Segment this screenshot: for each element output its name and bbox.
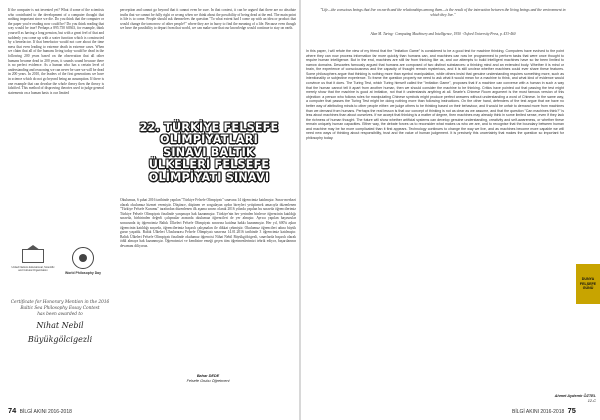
epigraph-quote: "Life—the conscious beings that live on earth and the relationships among them—is the result of the interaction between the living beings and the environment in which they live." — [320, 8, 566, 17]
left-article-column-3: Okulumuz, 6 şubat 2016 tarihinde yapılan "Türkiye Felsefe Olimpiyatı" sınavına 14 öğrencimiz katılmıştır. Sınav merkezi olarak okulumuz hizmet vermiştir. Düşünce, düşünen ve sorgulayan aydın bireyleri yetiştirmek amacıyla düzenlenen "Türkiye Felsefe Kurumu" tarafından düzenlenen ilk aşama sınavı olarak 2016 yılında yapılan bu sınavda öğrencilerimiz Türkiye Felsefe Olimpiyatı finalinde yarışmaya hak kazanmıştır. Türkiye'nin her yerinden binlerce öğrencinin katıldığı sınavda, birbirinden değerli çalışmalar arasında okulumuz öğrencileri de yer almıştır. Ayrıca yapılan başvurular sonucunda üç öğrencimiz Baltık Ülkeleri Felsefe Olimpiyatı sınavına katılma hakkı kazanmıştır. Her yıl, 600'ü aşkın öğrencinin katıldığı sınavda, öğrencilerimiz başarılı çalışmaları ile dikkat çekmiştir. Okulumuz öğrencileri adına büyük gurur yaşadık. Baltık Ülkeleri Uluslararası Felsefe Olimpiyatı sınavına 14.01.2016 tarihinde 3 öğrencimiz katılmıştır. Baltık Ülkeleri Felsefe Olimpiyatı finalinde okulumuz öğrencisi Nihat Nebil Büyükgölcigezli, sınavlarda başarılı olarak ödül almaya hak kazanmıştır. Öğrencimizi ve kendisine emeği geçen tüm öğretmenlerimizi tebrik ediyor, başarılarının devamını diliyoruz. — [120, 198, 296, 248]
right-signature-name: Ahmet Aydemir ÖZTEL — [554, 394, 596, 398]
headline-box — [139, 120, 279, 194]
side-tab-label: DUNYA FELSEFE GÜNÜ — [579, 277, 597, 291]
headline-title: 22. TÜRKİYE FELSEFE OLİMPİYATLARI SINAVI BALTIK ÜLKELERİ FELSEFE OLİMPİYATI SINAVI — [139, 121, 279, 184]
certificate — [8, 300, 112, 370]
right-signature — [512, 394, 596, 404]
left-signature-name: Bahar DEDE — [196, 374, 220, 378]
certificate-line-3: has been awarded to — [37, 312, 83, 318]
left-footer-publication: BİLGİ AKINI 2016-2018 — [19, 409, 72, 415]
left-page-number: 74 — [8, 406, 17, 415]
right-article-body: In this paper, I will refute the view of my friend that the "Imitation Game" is considered to be a good test for machine thinking. Computers have evolved to the point where they can now process information far more quickly than humans can, and machines can now be programmed to perform tasks that were once thought to require human intelligence. But in the end, machines are still far from thinking like us, and our attempts to build intelligent machines have so far been limited to narrow domains. Descartes famously argued that humans are composed of two distinct substances: a thinking mind and an extended body. Whether it is mind or brain, the experience of consciousness and the capacity of thought remain mysterious, and it is still unclear whether machines could ever share these features. Some philosophers argue that thinking is nothing more than symbol manipulation, while others insist that genuine understanding requires something more, such as intentionality or subjective experience. To frame the question properly we need to ask what it would mean for a machine to think, and what kind of evidence would convince us that it does. The Turing Test, which Turing himself called the "Imitation Game", proposes that if a machine can converse with a human in such a way that the human cannot tell it apart from another human, then we should consider the machine to be thinking. Critics have pointed out that passing the test might merely show that the machine is good at imitation, not that it understands anything at all. Searle's Chinese Room argument is the most famous version of this objection: a person who follows rules for manipulating Chinese symbols might produce perfect answers without understanding a word of Chinese. In the same way, a computer that passes the Turing Test might be doing nothing more than following instructions. On the other hand, defenders of the test argue that we have no better way of attributing minds to other people either: we judge others to be thinking based on their behaviour, and it would be unfair to demand more from machines than we demand from humans. Perhaps the real lesson is that our concept of thinking is not as clear as we assume, and that the question "Can machines think?" is less about machines than about ourselves. If we accept that thinking is a matter of degree, then machines may already think in some limited sense, even if they lack the richness of human thought. The future will show whether artificial systems can develop genuine understanding, creativity and self-awareness, or whether these remain uniquely human capacities. Either way, the debate forces us to reconsider what makes us who we are, and to recognise that the boundary between human and machine may be far more complicated than it first appears. Technology continues to change the way we live, and as machines become more capable we will need new ways of thinking about responsibility, trust and the value of human judgement. It is precisely this uncertainty that makes the question so important for philosophy today. — [306, 49, 564, 140]
right-page-number: 75 — [567, 406, 576, 415]
temple-icon — [22, 249, 44, 263]
left-article-column-1: If the computer is not invented yet? What if some of the scientists who contributed to the development of a computer thought that nothing important since we die. Do you think that the computer or the paper you're reading now could be? Do you think reading that way would be true? Perhaps a 895.750 60363, for example, think yourself as having a long pension, but with a great feel of that and suddenly you come up with a water function which is constructed by a benefactor. If that benefactor would not care about the time mess that even leading to extreme death in extreme cases. When we claim that all of the humans living today would be dead in the following 200 years based on the observation that all other humans became dead in 200 years, it sounds sound because there is no perfect evidence. As a human who has a certain level of understanding and reasoning we can never be sure we will be dead in 200 years. In 2010, the leaders of the first generations we have in science which do not go beyond being an assumption. If there is one example that can devalue the whole theory then the theory is falsified. This method of disproving theories used to judge general statements on a human basis is our limited — [8, 8, 104, 95]
left-footer — [8, 408, 72, 415]
certificate-line-2: Baltic Sea Philosophy Essay Contest — [20, 306, 100, 312]
page-gutter — [299, 0, 301, 420]
section-side-tab — [576, 264, 600, 304]
unesco-logo — [8, 246, 58, 288]
right-signature-class: 12-C — [587, 399, 596, 403]
unesco-caption: United Nations Educational, Scientific and Cultural Organization — [11, 266, 55, 272]
logo-row — [8, 246, 112, 288]
left-signature-title: Felsefe Grubu Öğretmeni — [186, 379, 230, 383]
certificate-recipient: Nihat Nebil Büyükgölcigezli — [27, 320, 93, 344]
globe-icon — [72, 247, 94, 269]
certificate-line-1: Certificate for Honorary Mention in the 2016 — [10, 300, 110, 305]
left-signature — [138, 374, 278, 384]
left-article-column-2: perception and cannot go beyond that it cannot even be sure. In that context, it can be argued that there are no absolute truths that we cannot be fully right or wrong when we think about the possibility of being dead at the end. The main point is life is to come. People should ask themselves the question "To what extent had I come up with an idea or product that would change the tomorrow of other people?" where they are in hurry to find the meaning of a life. Because even though we have the possibility to depart from that world, we can make sure that our knowledge would continue to stay on earth. — [120, 8, 296, 31]
right-footer-publication: BİLGİ AKINI 2016-2018 — [512, 409, 565, 415]
world-philosophy-day-logo — [58, 246, 108, 288]
right-footer — [512, 408, 576, 415]
epigraph-source: Alan M. Turing · Computing Machinery and Intelligence, 1950 · Oxford University Press, p. 433-460 — [370, 32, 516, 36]
wpd-caption: World Philosophy Day — [65, 271, 101, 275]
